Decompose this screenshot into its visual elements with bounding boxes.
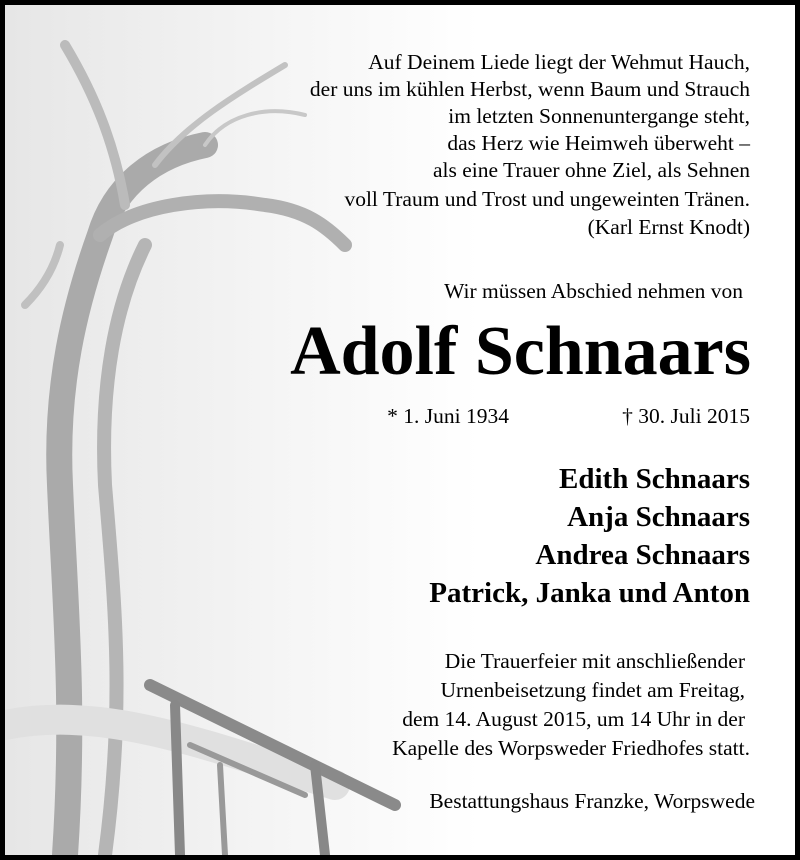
- birth-date: * 1. Juni 1934: [387, 404, 509, 428]
- mourner-name: Andrea Schnaars: [535, 539, 750, 571]
- intro-text: Wir müssen Abschied nehmen von: [444, 279, 743, 303]
- poem-author: (Karl Ernst Knodt): [587, 215, 750, 239]
- mourner-name: Edith Schnaars: [559, 463, 750, 495]
- poem-line: voll Traum und Trost und ungeweinten Tränen.: [344, 187, 750, 211]
- poem-line: als eine Trauer ohne Ziel, als Sehnen: [432, 158, 750, 182]
- poem-line: das Herz wie Heimweh überweht –: [447, 131, 750, 155]
- poem-line: im letzten Sonnenuntergange steht,: [448, 104, 750, 128]
- ceremony-line: Kapelle des Worpsweder Friedhofes statt.: [392, 736, 750, 760]
- death-date: † 30. Juli 2015: [622, 404, 750, 428]
- poem-line: Auf Deinem Liede liegt der Wehmut Hauch,: [368, 50, 750, 74]
- poem-line: der uns im kühlen Herbst, wenn Baum und Strauch: [309, 77, 750, 101]
- funeral-home: Bestattungshaus Franzke, Worpswede: [429, 789, 755, 813]
- mourner-name: Patrick, Janka und Anton: [429, 577, 750, 609]
- ceremony-line: Urnenbeisetzung findet am Freitag,: [440, 678, 745, 702]
- mourner-name: Anja Schnaars: [567, 501, 750, 533]
- ceremony-line: dem 14. August 2015, um 14 Uhr in der: [402, 707, 745, 731]
- ceremony-line: Die Trauerfeier mit anschließender: [444, 649, 745, 673]
- deceased-name: Adolf Schnaars: [290, 313, 751, 390]
